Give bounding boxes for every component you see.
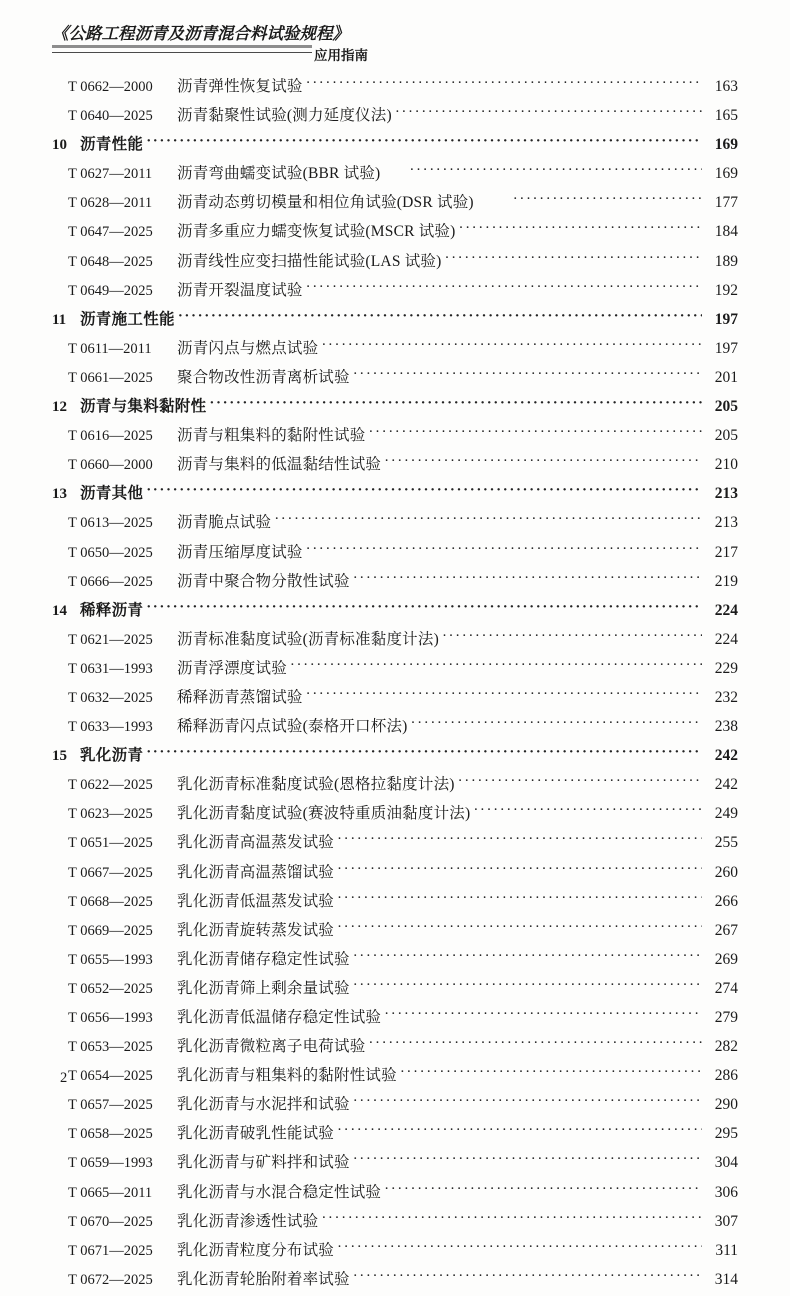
toc-page-number: 255 <box>714 834 738 852</box>
toc-leader-dots <box>146 599 702 615</box>
toc-entry-title: 乳化沥青渗透性试验 <box>177 1212 319 1230</box>
toc-leader-dots <box>337 861 702 877</box>
toc-page-number: 224 <box>714 630 738 648</box>
toc-leader-dots <box>353 1093 702 1109</box>
running-head-subtitle: 应用指南 <box>314 48 368 63</box>
toc-page-number: 238 <box>714 718 738 736</box>
toc-entry-code: T 0660—2000 <box>68 457 153 474</box>
toc-page-number: 177 <box>714 194 738 212</box>
toc-chapter-number: 13 <box>52 486 67 503</box>
toc-entry-code: T 0628—2011 <box>68 195 153 212</box>
toc-leader-dots <box>458 773 702 789</box>
toc-entry-row[interactable] <box>52 249 738 278</box>
toc-entry-row[interactable] <box>52 219 738 248</box>
toc-entry-row[interactable] <box>52 918 738 947</box>
toc-entry-row[interactable] <box>52 74 738 103</box>
toc-entry-title: 沥青闪点与燃点试验 <box>177 339 319 357</box>
toc-entry-row[interactable] <box>52 830 738 859</box>
toc-entry-row[interactable] <box>52 452 738 481</box>
toc-page-number: 205 <box>714 398 738 416</box>
toc-entry-code: T 0631—1993 <box>68 660 153 677</box>
toc-page-number: 205 <box>714 427 738 445</box>
toc-entry-title: 乳化沥青轮胎附着率试验 <box>177 1270 350 1288</box>
toc-page-number: 210 <box>714 456 738 474</box>
toc-entry-row[interactable] <box>52 1180 738 1209</box>
toc-leader-dots <box>337 1239 702 1255</box>
toc-entry-title: 沥青压缩厚度试验 <box>177 543 303 561</box>
toc-entry-row[interactable] <box>52 1267 738 1296</box>
toc-entry-row[interactable] <box>52 685 738 714</box>
toc-entry-code: T 0671—2025 <box>68 1242 153 1259</box>
toc-entry-row[interactable] <box>52 103 738 132</box>
toc-entry-row[interactable] <box>52 627 738 656</box>
toc-entry-code: T 0656—1993 <box>68 1010 153 1026</box>
toc-entry-title: 沥青弯曲蠕变试验(BBR 试验) <box>177 165 381 183</box>
toc-entry-code: T 0667—2025 <box>68 864 153 881</box>
toc-entry-code: T 0666—2025 <box>68 573 153 590</box>
table-of-contents <box>52 74 738 1296</box>
toc-chapter-row[interactable] <box>52 598 738 627</box>
toc-leader-dots <box>146 482 702 498</box>
toc-entry-row[interactable] <box>52 1150 738 1179</box>
toc-entry-code: T 0613—2025 <box>68 515 153 532</box>
toc-page-number: 266 <box>714 892 738 910</box>
toc-page-number: 286 <box>714 1067 738 1085</box>
toc-page-number: 229 <box>714 659 738 677</box>
toc-chapter-number: 12 <box>52 399 67 416</box>
toc-page-number: 201 <box>714 368 738 386</box>
toc-leader-dots <box>146 744 702 760</box>
toc-entry-title: 乳化沥青低温储存稳定性试验 <box>177 1009 382 1026</box>
running-head-rule-thick <box>52 45 312 48</box>
toc-leader-dots <box>290 657 702 673</box>
toc-leader-dots <box>477 191 702 207</box>
toc-page-number: 274 <box>714 979 738 997</box>
toc-leader-dots <box>384 1006 702 1022</box>
toc-entry-title: 沥青浮漂度试验 <box>177 659 287 677</box>
running-head-title: 《公路工程沥青及沥青混合料试验规程》 <box>52 24 349 43</box>
toc-page-number: 217 <box>714 543 738 561</box>
toc-page-number: 242 <box>714 776 738 794</box>
toc-entry-code: T 0621—2025 <box>68 631 153 648</box>
toc-leader-dots <box>353 570 702 586</box>
toc-entry-code: T 0661—2025 <box>68 369 153 386</box>
toc-leader-dots <box>384 453 702 469</box>
toc-chapter-title: 沥青与集料黏附性 <box>80 398 207 416</box>
toc-entry-title: 沥青中聚合物分散性试验 <box>177 572 350 590</box>
toc-entry-code: T 0668—2025 <box>68 893 153 910</box>
toc-leader-dots <box>444 250 702 266</box>
toc-page-number: 279 <box>714 1009 738 1026</box>
toc-entry-title: 乳化沥青微粒离子电荷试验 <box>177 1038 366 1056</box>
toc-page-number: 267 <box>714 921 738 939</box>
toc-page-number: 260 <box>714 863 738 881</box>
toc-chapter-row[interactable] <box>52 394 738 423</box>
toc-leader-dots <box>209 395 702 411</box>
toc-entry-row[interactable] <box>52 161 738 190</box>
toc-entry-code: T 0659—1993 <box>68 1155 153 1172</box>
toc-entry-code: T 0652—2025 <box>68 980 153 997</box>
toc-entry-row[interactable] <box>52 278 738 307</box>
toc-leader-dots <box>353 1151 702 1167</box>
toc-entry-row[interactable] <box>52 423 738 452</box>
toc-entry-title: 乳化沥青与水混合稳定性试验 <box>177 1183 382 1201</box>
toc-entry-title: 沥青黏聚性试验(测力延度仪法) <box>177 107 392 125</box>
toc-entry-row[interactable] <box>52 860 738 889</box>
toc-entry-title: 乳化沥青低温蒸发试验 <box>177 892 335 910</box>
toc-page-number: 282 <box>714 1038 738 1056</box>
toc-entry-code: T 0648—2025 <box>68 253 153 270</box>
toc-chapter-row[interactable] <box>52 307 738 336</box>
toc-page-number: 213 <box>714 485 738 503</box>
toc-entry-code: T 0633—1993 <box>68 719 153 736</box>
toc-leader-dots <box>321 337 702 353</box>
toc-entry-title: 乳化沥青与水泥拌和试验 <box>177 1096 350 1114</box>
toc-page-number: 249 <box>714 805 738 823</box>
toc-page-number: 307 <box>714 1212 738 1230</box>
toc-page-number: 306 <box>714 1183 738 1201</box>
toc-leader-dots <box>321 1210 702 1226</box>
toc-entry-title: 稀释沥青闪点试验(泰格开口杯法) <box>177 718 408 736</box>
toc-entry-title: 乳化沥青标准黏度试验(恩格拉黏度计法) <box>177 776 455 794</box>
toc-page-number: 295 <box>714 1125 738 1143</box>
toc-leader-dots <box>178 308 702 324</box>
toc-entry-row[interactable] <box>52 976 738 1005</box>
toc-leader-dots <box>306 541 702 557</box>
toc-page-number: 314 <box>714 1270 738 1288</box>
toc-entry-title: 乳化沥青筛上剩余量试验 <box>177 979 350 997</box>
toc-leader-dots <box>458 220 702 236</box>
toc-leader-dots <box>395 104 702 120</box>
toc-chapter-title: 乳化沥青 <box>80 747 144 765</box>
toc-chapter-number: 10 <box>52 137 67 154</box>
toc-entry-row[interactable] <box>52 190 738 219</box>
toc-chapter-number: 14 <box>52 602 67 619</box>
toc-entry-code: T 0658—2025 <box>68 1126 153 1143</box>
toc-entry-title: 沥青动态剪切模量和相位角试验(DSR 试验) <box>177 194 474 212</box>
toc-leader-dots <box>337 890 702 906</box>
toc-leader-dots <box>353 977 702 993</box>
toc-page-number: 311 <box>715 1241 738 1259</box>
toc-chapter-title: 稀释沥青 <box>80 601 144 619</box>
toc-entry-row[interactable] <box>52 772 738 801</box>
toc-leader-dots <box>306 279 702 295</box>
toc-entry-row[interactable] <box>52 889 738 918</box>
toc-page-number: 169 <box>714 165 738 183</box>
toc-entry-code: T 0647—2025 <box>68 224 153 241</box>
toc-entry-row[interactable] <box>52 1209 738 1238</box>
toc-page-number: 213 <box>714 514 738 532</box>
toc-entry-title: 沥青弹性恢复试验 <box>177 78 303 95</box>
toc-leader-dots <box>368 1035 702 1051</box>
toc-page-number: 184 <box>714 223 738 241</box>
toc-page-number: 219 <box>714 572 738 590</box>
toc-entry-title: 沥青与粗集料的黏附性试验 <box>177 427 366 445</box>
toc-leader-dots <box>353 1268 702 1284</box>
toc-entry-row[interactable] <box>52 365 738 394</box>
toc-chapter-row[interactable] <box>52 743 738 772</box>
toc-page-number: 169 <box>714 136 738 154</box>
toc-entry-row[interactable] <box>52 801 738 830</box>
toc-page-number: 165 <box>714 107 738 125</box>
toc-leader-dots <box>353 366 702 382</box>
toc-entry-row[interactable] <box>52 1034 738 1063</box>
toc-chapter-row[interactable] <box>52 132 738 161</box>
toc-entry-row[interactable] <box>52 540 738 569</box>
toc-leader-dots <box>337 831 702 847</box>
toc-page-number: 197 <box>714 339 738 357</box>
toc-entry-code: T 0654—2025 <box>68 1068 153 1085</box>
toc-entry-row[interactable] <box>52 336 738 365</box>
toc-entry-row[interactable] <box>52 1121 738 1150</box>
toc-entry-title: 沥青标准黏度试验(沥青标准黏度计法) <box>177 630 439 648</box>
toc-entry-code: T 0616—2025 <box>68 428 153 445</box>
toc-leader-dots <box>353 948 702 964</box>
toc-leader-dots <box>442 628 702 644</box>
toc-entry-code: T 0655—1993 <box>68 951 153 968</box>
toc-entry-title: 沥青多重应力蠕变恢复试验(MSCR 试验) <box>177 223 456 241</box>
toc-chapter-title: 沥青施工性能 <box>80 310 175 328</box>
running-head <box>52 24 752 68</box>
toc-entry-code: T 0640—2025 <box>68 108 153 125</box>
toc-entry-title: 乳化沥青破乳性能试验 <box>177 1125 335 1143</box>
toc-entry-row[interactable] <box>52 1063 738 1092</box>
toc-page-number: 224 <box>714 601 738 619</box>
toc-entry-code: T 0650—2025 <box>68 544 153 561</box>
toc-entry-row[interactable] <box>52 1238 738 1267</box>
toc-leader-dots <box>473 802 702 818</box>
toc-page-number: 232 <box>714 688 738 706</box>
toc-entry-row[interactable] <box>52 656 738 685</box>
toc-leader-dots <box>384 1181 702 1197</box>
toc-entry-row[interactable] <box>52 1092 738 1121</box>
toc-page-number: 189 <box>714 252 738 270</box>
toc-page-number: 304 <box>714 1154 738 1172</box>
toc-page-number: 290 <box>714 1096 738 1114</box>
toc-leader-dots <box>306 686 702 702</box>
toc-page-number: 242 <box>714 747 738 765</box>
toc-entry-row[interactable] <box>52 714 738 743</box>
toc-entry-title: 乳化沥青储存稳定性试验 <box>177 950 350 968</box>
toc-entry-title: 沥青与集料的低温黏结性试验 <box>177 456 382 474</box>
toc-entry-code: T 0669—2025 <box>68 922 153 939</box>
toc-leader-dots <box>274 511 702 527</box>
toc-entry-title: 沥青开裂温度试验 <box>177 281 303 299</box>
toc-entry-code: T 0651—2025 <box>68 835 153 852</box>
toc-entry-code: T 0657—2025 <box>68 1097 153 1114</box>
toc-entry-code: T 0632—2025 <box>68 689 153 706</box>
toc-entry-title: 乳化沥青旋转蒸发试验 <box>177 921 335 939</box>
toc-entry-code: T 0622—2025 <box>68 777 153 794</box>
toc-entry-title: 沥青线性应变扫描性能试验(LAS 试验) <box>177 252 442 270</box>
toc-chapter-row[interactable] <box>52 481 738 510</box>
toc-entry-row[interactable] <box>52 510 738 539</box>
toc-entry-code: T 0623—2025 <box>68 806 153 823</box>
toc-entry-code: T 0662—2000 <box>68 79 153 95</box>
toc-page-number: 192 <box>714 281 738 299</box>
toc-entry-code: T 0653—2025 <box>68 1039 153 1056</box>
toc-chapter-number: 11 <box>52 311 67 328</box>
toc-entry-title: 聚合物改性沥青离析试验 <box>177 368 350 386</box>
toc-page-number: 163 <box>714 78 738 95</box>
toc-leader-dots <box>383 162 702 178</box>
toc-leader-dots <box>411 715 702 731</box>
toc-leader-dots <box>146 133 702 149</box>
toc-entry-row[interactable] <box>52 947 738 976</box>
toc-entry-title: 乳化沥青与矿料拌和试验 <box>177 1154 350 1172</box>
toc-chapter-title: 沥青其他 <box>80 485 144 503</box>
toc-entry-title: 乳化沥青黏度试验(赛波特重质油黏度计法) <box>177 805 471 823</box>
toc-entry-title: 稀释沥青蒸馏试验 <box>177 688 303 706</box>
page-folio: 2 <box>60 1070 68 1086</box>
toc-entry-code: T 0670—2025 <box>68 1213 153 1230</box>
toc-entry-row[interactable] <box>52 1005 738 1034</box>
toc-entry-code: T 0627—2011 <box>68 166 153 183</box>
toc-leader-dots <box>337 1122 702 1138</box>
toc-page-number: 197 <box>714 310 738 328</box>
toc-entry-code: T 0611—2011 <box>68 340 152 357</box>
toc-entry-title: 乳化沥青高温蒸馏试验 <box>177 863 335 881</box>
toc-entry-title: 乳化沥青与粗集料的黏附性试验 <box>177 1067 397 1085</box>
running-head-rule-thin <box>52 52 312 53</box>
toc-leader-dots <box>400 1064 702 1080</box>
toc-entry-title: 沥青脆点试验 <box>177 514 272 532</box>
toc-entry-code: T 0649—2025 <box>68 282 153 299</box>
toc-leader-dots <box>306 75 702 91</box>
toc-entry-code: T 0672—2025 <box>68 1271 153 1288</box>
toc-entry-row[interactable] <box>52 569 738 598</box>
toc-entry-title: 乳化沥青粒度分布试验 <box>177 1241 335 1259</box>
toc-chapter-number: 15 <box>52 748 67 765</box>
toc-page-number: 269 <box>714 950 738 968</box>
toc-entry-title: 乳化沥青高温蒸发试验 <box>177 834 335 852</box>
toc-leader-dots <box>337 919 702 935</box>
toc-chapter-title: 沥青性能 <box>80 136 144 154</box>
toc-entry-code: T 0665—2011 <box>68 1184 153 1201</box>
toc-leader-dots <box>368 424 702 440</box>
